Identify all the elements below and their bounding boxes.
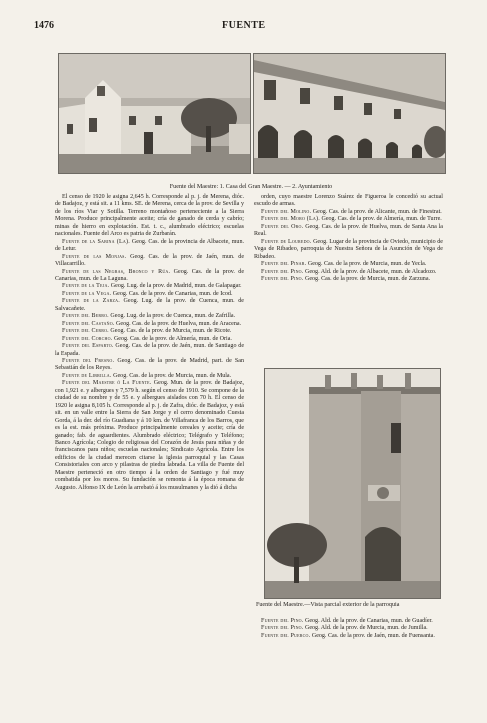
dictionary-entry [254,194,443,209]
entry-text: Geog. Lugar de la provincia de Oviedo, municipio de Vega de Ribadeo, parroquia de Nuestra Señora de la Asunción de Vega de Ribadeo. [254,238,443,260]
dictionary-entry [55,328,244,335]
dictionary-entry [254,269,443,276]
entry-headword: Fuente del Esparto. [62,343,114,350]
entry-text: Geog. Cas. de la prov. de Huelva, mun. de Aracena. [116,320,242,327]
entry-headword: Fuente del Pino. [261,275,304,282]
entry-text: Geog. Cas. de la prov. de Canarias, mun. de Icod. [112,290,233,297]
entry-headword: Fuente del Castaño. [62,320,115,327]
dictionary-entry [254,216,443,223]
dictionary-entry [55,321,244,328]
entry-text: Geog. Ald. de la prov. de Albacete, mun. de Alcadozo. [304,268,437,275]
dictionary-entry [55,239,244,254]
dictionary-entry [254,261,443,268]
dictionary-entry [55,283,244,290]
page-number: 1476 [34,20,54,31]
entry-headword: Fuente de las Negras, Bronco y Rúa. [62,268,171,275]
dictionary-entry [55,298,244,313]
dictionary-entry [55,254,244,269]
entry-text: Geog. Ald. de la prov. de Canarias, mun. de Guadíer. [304,618,433,624]
entry-text: El censo de 1920 le asigna 2,645 h. Corresponde al p. j. de Merena, dióc. de Badajoz, y está sit. a 11 kms. SE. de Merena, cerca de la prov. de Sevilla y de los ríos Viar y Sotilla. Terreno montañoso perteneciente a la Sierra Morena. Produce principalmente aceite; cría de ganado de cerda y cabrío; minas de hierro en explotación. Est. t. c., alumbrado eléctrico; escuelas nacionales. Fuente del Arco es patria de Zurbarán. [55,194,244,238]
dictionary-entry [55,373,244,380]
entry-text: Geog. Ald. de la prov. de Murcia, mun. de Jumilla. [304,625,428,632]
photo-ayuntamiento [253,53,446,174]
photo-casa-gran-maestre [58,53,251,174]
entry-headword: Fuente de la Zarza. [62,298,120,305]
entry-text: Geog. Lug. de la prov. de Madrid, mun. de Galapagar. [110,283,242,290]
right-column-bottom [254,618,443,640]
dictionary-entry [55,358,244,373]
entry-headword: Fuente del Pino. [261,618,304,624]
entry-text: Geog. Cas. de la prov. de Murcia, mun. de Mula. [113,372,232,379]
entry-text: Geog. Cas. de la prov. de Murcia, mun. de Ricote. [110,328,232,335]
dictionary-entry [254,618,443,625]
running-title: FUENTE [222,20,266,31]
entry-headword: Fuente del Molino. [261,208,312,215]
entry-headword: Fuente del Moro (La). [261,216,320,223]
entry-headword: Fuente del Puerco. [261,632,311,639]
entry-headword: Fuente del Pino. [261,268,304,275]
entry-text: Geog. Lug. de la prov. de Cuenca, mun. de Salvacañete. [55,298,244,312]
entry-headword: Fuente de la Vega. [62,290,112,297]
entry-text: Geog. Cas. de la prov. de Alicante, mun. de Finestrat. [312,208,442,215]
caption-top-photos: Fuente del Maestre: 1. Casa del Gran Maestre. — 2. Ayuntamiento [169,184,333,190]
dictionary-entry [254,625,443,632]
dictionary-entry [55,380,244,492]
entry-headword: Fuente de las Monjas. [62,253,127,260]
entry-text: orden, cuyo maestre Lorenzo Suárez de Figueroa le concedió su actual escudo de armas. [254,194,443,208]
entry-headword: Fuente de Louredo. [261,238,312,245]
dictionary-entry [55,313,244,320]
entry-headword: Fuente del Berro. [62,313,109,320]
entry-text: Geog. Cas. de la prov. de Jaén, mun. de Fuensanta. [311,632,435,639]
dictionary-entry [55,343,244,358]
dictionary-entry [55,336,244,343]
entry-headword: Fuente de la Teja. [62,283,110,290]
entry-headword: Fuente del Pinar. [261,261,307,268]
entry-headword: Fuente del Fresno. [62,357,115,364]
entry-text: Geog. Lug. de la prov. de Cuenca, mun. de Zafrilla. [110,313,236,320]
entry-text: Geog. Cas. de la provincia de Albacete, mun. de Letur. [55,238,244,253]
entry-text: Geog. Cas. de la prov. de Madrid, part. de San Sebastián de los Reyes. [55,357,244,372]
entry-headword: Fuente de la Sabina (La). [62,238,130,245]
caption-bottom-photo: Fuente del Maestre.—Vista parcial exterior de la parroquia [256,602,400,608]
dictionary-entry [254,239,443,261]
entry-text: Geog. Cas. de la prov. de Huelva, mun. de Santa Ana la Real. [254,223,443,238]
entry-headword: Fuente del Maestre ó La Fuente. [62,380,152,387]
dictionary-entry [55,194,244,239]
entry-text: Geog. Cas. de la prov. de Jaén, mun. de Villacarrillo. [55,253,244,268]
dictionary-entry [254,633,443,640]
entry-text: Geog. Cas. de la prov. de Almería, mun. de Turre. [321,216,442,223]
right-column-top [254,194,443,283]
left-column [55,194,244,492]
photo-parroquia [264,368,441,599]
entry-headword: Fuente del Pino. [261,625,304,632]
dictionary-entry [254,276,443,283]
entry-text: Geog. Cas. de la prov. de Murcia, mun. de Zarzuna. [304,275,431,282]
entry-text: Geog. Cas. de la prov. de Almería, mun. de Oria. [113,335,232,342]
dictionary-entry [254,224,443,239]
dictionary-entry [55,291,244,298]
entry-text: Geog. Cas. de la prov. de Murcia, mun. de Yecla. [307,261,427,268]
entry-headword: Fuente del Corcho. [62,335,113,342]
entry-headword: Fuente del Oro. [261,223,304,230]
dictionary-entry [55,269,244,284]
entry-text: Geog. Cas. de la prov. de Canarias, mun. de La Laguna. [55,268,245,282]
entry-headword: Fuente del Cerro. [62,328,109,335]
entry-text: Geog. Mun. de la prov. de Badajoz, con 1,921 e. y albergues y 7,579 h. según el censo de 1910. Se compone de la ciudad de su nombre y de 55 e. y albergues aislados con 70 h. El censo de 1920 le asigna 8,105 h. Corresponde al p. j. de Zafra, dióc. de Badajoz, y está sit. en un valle entre la Sierra de San Jorge y el cerro denominado Cuesta Gorda, á la der. del río Guadiana y á 10 km. de Villafranca de los Barros, que es la est. más próxima. Produce principalmente cereales y aceite; cría de ganado; fab. de aguardientes. Alumbrado eléctrico; Telégrafo y Teléfono; Banco Agrícola; Colegio de religiosas del Corazón de Jesús para niñas y de franciscanos para niños; escuelas nacionales; Sindicato Agrícola. Entre los edificios de la ciudad merecen citarse la iglesia parroquial y las Casas Consistoriales con arco y pilastras de piedra labrada. La villa de Fuente del Maestre perteneció en otro tiempo á la orden de Santiago y fué muy combatida por los moros. Su fundación se remonta á la época romana de Augusto. Alfonso IX de León la arrebató á los musulmanes y la dió á dicha [55,380,245,491]
entry-headword: Fuente de Librilla. [62,372,112,379]
entry-text: Geog. Cas. de la prov. de Jaén, mun. de Santiago de la Espada. [55,343,245,357]
